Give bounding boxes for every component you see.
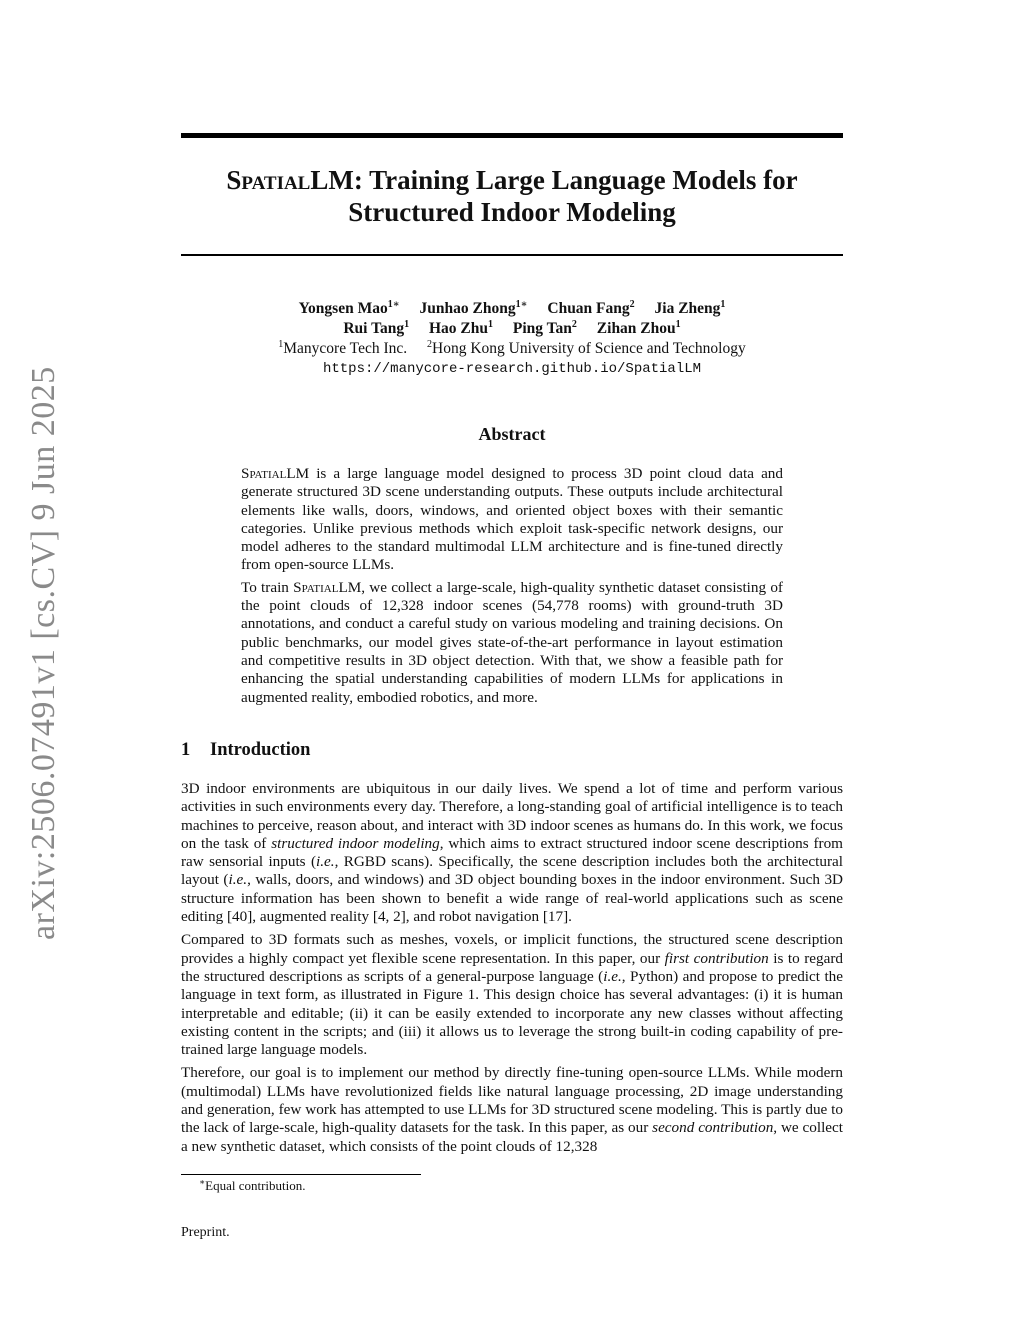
footnote-text: Equal contribution.	[205, 1178, 306, 1193]
body-emphasis: first contribution	[664, 949, 769, 967]
abstract-paragraph	[241, 579, 783, 707]
paper-title	[181, 164, 843, 228]
author-name: Rui Tang	[343, 320, 405, 337]
affil-sup: 1	[278, 339, 284, 350]
model-name-smallcaps: Spatial	[241, 465, 287, 482]
model-name-smallcaps: Spatial	[293, 578, 339, 596]
author-affil: 1	[720, 299, 726, 310]
author-row-1	[181, 299, 843, 319]
author-affil: 1	[404, 319, 410, 330]
abstract-text: , we collect a large-scale, high-quality synthetic dataset consisting of the point clouds of 12,328 indoor scenes (54,778 rooms) with ground-truth 3D annotations, and conduct a careful study on various modeling and training decisions. On public benchmarks, our model gives state-of-the-art performance in layout estimation and competitive results in 3D object detection. With that, we show a feasible path for enhancing the spatial understanding capabilities of modern LLMs for applications in augmented reality, embodied robotics, and more.	[241, 578, 783, 706]
author-affil: 2	[571, 319, 577, 330]
body-text: , which aims to extract structured indoor scene descriptions from raw sensorial inputs (	[181, 834, 843, 871]
body-paragraph	[181, 780, 843, 926]
author-affil: 1	[675, 319, 681, 330]
affiliation-1: Manycore Tech Inc.	[283, 340, 408, 357]
footnote	[199, 1178, 306, 1194]
introduction-body	[181, 780, 843, 1161]
author-name: Junhao Zhong	[419, 300, 516, 317]
abstract-text: To train	[241, 578, 294, 596]
affiliation-2: Hong Kong University of Science and Technology	[432, 340, 746, 357]
body-paragraph	[181, 931, 843, 1059]
arxiv-sidebar-stamp: arXiv:2506.07491v1 [cs.CV] 9 Jun 2025	[25, 366, 62, 940]
author-name: Zihan Zhou	[596, 320, 676, 337]
body-text: , walls, doors, and windows) and 3D object bounding boxes in the indoor environment. Such 3D structure information has been shown to benefit a wide range of real-world applications such as scene editing [40], augmented reality [4, 2], and robot navigation [17].	[181, 871, 844, 926]
footnote-mark: ∗	[199, 1177, 206, 1187]
body-emphasis: i.e.	[316, 853, 335, 871]
body-text: 3D indoor environments are ubiquitous in our daily lives. We spend a lot of time and perform various activities in such environments every day. Therefore, a long-standing goal of artificial intelligence is to teach machines to perceive, reason about, and interact with 3D indoor scenes as humans do. In this work, we focus on the task of	[181, 780, 843, 852]
author-affil: 1∗	[515, 299, 528, 310]
abstract-heading: Abstract	[478, 424, 546, 444]
model-name-suffix: LM	[286, 465, 310, 482]
author-row-2	[181, 319, 843, 339]
project-url[interactable]: https://manycore-research.github.io/SpatialLM	[322, 361, 702, 377]
author-block	[181, 299, 843, 379]
body-text: is to regard the structured descriptions as scripts of a general-purpose language (	[181, 949, 844, 985]
author-name: Yongsen Mao	[298, 300, 388, 317]
body-text: , Python) and propose to predict the language in text form, as illustrated in Figure 1. This design choice has several advantages: (i) it is human interpretable and editable; (ii) it can be easily extended to incorporate any new classes without affecting existing content in the scripts; and (iii) it allows us to leverage the strong built-in coding capability of pre-trained large language models.	[181, 967, 844, 1059]
author-name: Chuan Fang	[547, 300, 630, 317]
section-title: Introduction	[210, 740, 311, 760]
affiliations	[181, 339, 843, 359]
body-emphasis: i.e.	[603, 967, 622, 985]
section-number: 1	[181, 740, 191, 760]
body-emphasis: second contribution	[652, 1119, 774, 1137]
footnote-rule	[181, 1174, 421, 1175]
model-name-suffix: LM	[338, 578, 362, 596]
body-text: Therefore, our goal is to implement our method by directly fine-tuning open-source LLMs. While modern (multimodal) LLMs have revolutionized fields like natural language processing, 2D image understanding and generation, few work has attempted to use LLMs for 3D structured scene modeling. This is partly due to the lack of large-scale, high-quality datasets for the task. In this paper, as our	[181, 1064, 843, 1137]
abstract-paragraph	[241, 465, 783, 575]
affil-sup: 2	[427, 339, 432, 350]
title-line1: LM: Training Large Language Models for	[310, 165, 798, 195]
abstract-text: is a large language model designed to process 3D point cloud data and generate structured 3D scene understanding outputs. These outputs include architectural elements like walls, doors, windows, and oriented object boxes with their semantic categories. Unlike previous methods which exploit task-specific network designs, our model adheres to the standard multimodal LLM architecture and is fine-tuned directly from open-source LLMs.	[241, 465, 783, 574]
author-affil: 1∗	[387, 299, 400, 310]
body-text: Compared to 3D formats such as meshes, voxels, or implicit functions, the structured scene description provides a highly compact yet flexible scene representation. In this paper, our	[181, 931, 843, 967]
author-name: Ping Tan	[512, 320, 572, 337]
title-line2: Structured Indoor Modeling	[348, 197, 676, 227]
author-affil: 2	[629, 299, 635, 310]
abstract-body	[241, 465, 783, 711]
author-affil: 1	[488, 319, 494, 330]
body-text: , we collect a new synthetic dataset, which consists of the point clouds of 12,328	[181, 1119, 844, 1155]
title-smallcaps: Spatial	[226, 165, 311, 195]
author-name: Jia Zheng	[654, 300, 721, 317]
preprint-label: Preprint.	[181, 1225, 230, 1240]
body-emphasis: structured indoor modeling	[271, 834, 440, 852]
section-heading-introduction	[181, 740, 310, 761]
author-name: Hao Zhu	[429, 320, 489, 337]
body-paragraph	[181, 1064, 843, 1155]
body-emphasis: i.e.	[228, 871, 248, 889]
title-rule-bottom	[181, 254, 843, 256]
title-rule-top	[181, 133, 843, 138]
body-text: , RGBD scans). Specifically, the scene description includes both the architectural layout (	[181, 853, 843, 889]
